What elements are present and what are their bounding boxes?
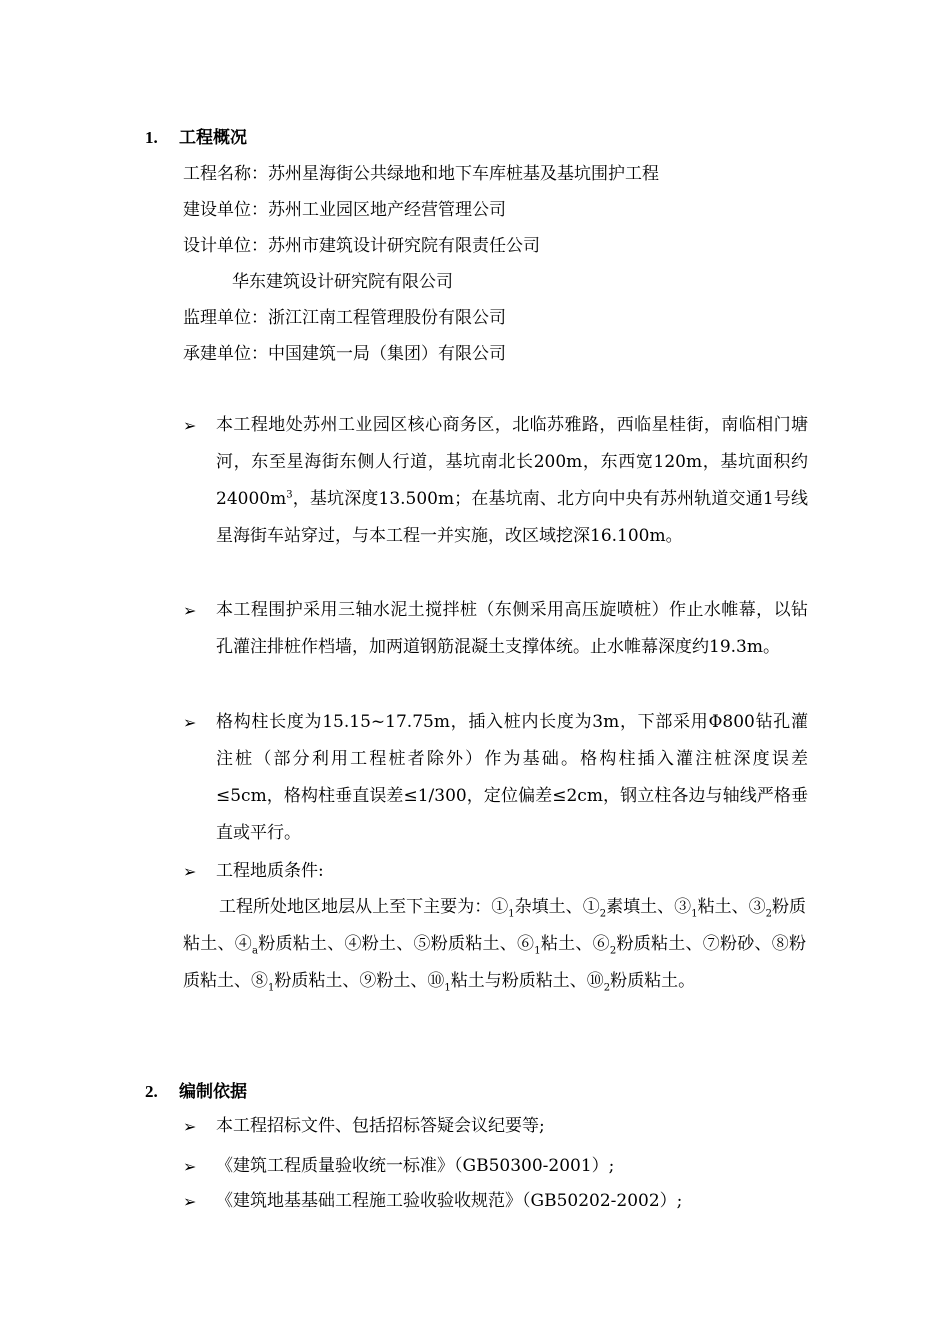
bullet-enclosure [183, 592, 808, 666]
arrow-bullet-icon: ➢ [183, 862, 197, 881]
bullet-lattice-column-text: 格构柱长度为15.15~17.75m，插入桩内长度为3m，下部采用Φ800钻孔灌注桩（部分利用工程桩者除外）作为基础。格构柱插入灌注桩深度误差≤5cm，格构柱垂直误差≤1/300，定位偏差≤2cm，钢立柱各边与轴线严格垂直或平行。 [216, 712, 808, 843]
arrow-bullet-icon: ➢ [183, 1192, 197, 1211]
section-1-heading [145, 125, 247, 151]
bullet-enclosure-text: 本工程围护采用三轴水泥土搅拌桩（东侧采用高压旋喷桩）作止水帷幕，以钻孔灌注排桩作档墙，加两道钢筋混凝土支撑体统。止水帷幕深度约19.3m。 [216, 600, 808, 657]
basis-item [183, 1108, 808, 1145]
arrow-bullet-icon: ➢ [183, 1157, 197, 1176]
arrow-bullet-icon: ➢ [183, 713, 197, 732]
arrow-bullet-icon: ➢ [183, 1117, 197, 1136]
basis-item [183, 1183, 808, 1220]
arrow-bullet-icon: ➢ [183, 416, 197, 435]
bullet-location [183, 407, 808, 555]
supervisor-line: 监理单位：浙江江南工程管理股份有限公司 [183, 308, 506, 328]
owner-line: 建设单位：苏州工业园区地产经营管理公司 [183, 200, 506, 220]
project-name-line: 工程名称：苏州星海街公共绿地和地下车库桩基及基坑围护工程 [183, 164, 659, 184]
basis-item-text: 本工程招标文件、包括招标答疑会议纪要等; [216, 1116, 545, 1136]
contractor-line: 承建单位：中国建筑一局（集团）有限公司 [183, 344, 506, 364]
section-1-title: 工程概况 [179, 128, 247, 147]
basis-item-text: 《建筑工程质量验收统一标准》（GB50300-2001）; [216, 1156, 615, 1176]
bullet-location-text: 本工程地处苏州工业园区核心商务区，北临苏雅路，西临星桂街，南临相门塘河，东至星海街东侧人行道，基坑南北长200m，东西宽120m，基坑面积约$24000m^3$，基坑深度13.500m；在基坑南、北方向中央有苏州轨道交通1号线星海街车站穿过，与本工程一并实施，改区域挖深16.100m。 [216, 415, 808, 546]
designer-line-2: 华东建筑设计研究院有限公司 [232, 272, 453, 292]
bullet-lattice-column [183, 704, 808, 852]
section-2-number: 2. [145, 1082, 158, 1101]
designer-line: 设计单位：苏州市建筑设计研究院有限责任公司 [183, 236, 540, 256]
bullet-geology [183, 853, 808, 890]
section-2-title: 编制依据 [179, 1082, 247, 1101]
geology-paragraph: 工程所处地区地层从上至下主要为：$①_1$杂填土、$①_2$素填土、$③_1$粘土、$③_2$粉质粘土、$④_a$粉质粘土、④粉土、⑤粉质粘土、$⑥_1$粘土、$⑥_2$粉质粘土、⑦粉砂、⑧粉质粘土、$⑧_1$粉质粘土、⑨粉土、$⑩_1$粘土与粉质粘土、$⑩_2$粉质粘土。 [183, 897, 807, 994]
arrow-bullet-icon: ➢ [183, 601, 197, 620]
basis-item [183, 1148, 808, 1185]
section-1-number: 1. [145, 128, 158, 147]
basis-item-text: 《建筑地基基础工程施工验收验收规范》（GB50202-2002）; [216, 1191, 683, 1211]
section-2-heading [145, 1079, 247, 1105]
bullet-geology-text: 工程地质条件: [216, 861, 324, 881]
